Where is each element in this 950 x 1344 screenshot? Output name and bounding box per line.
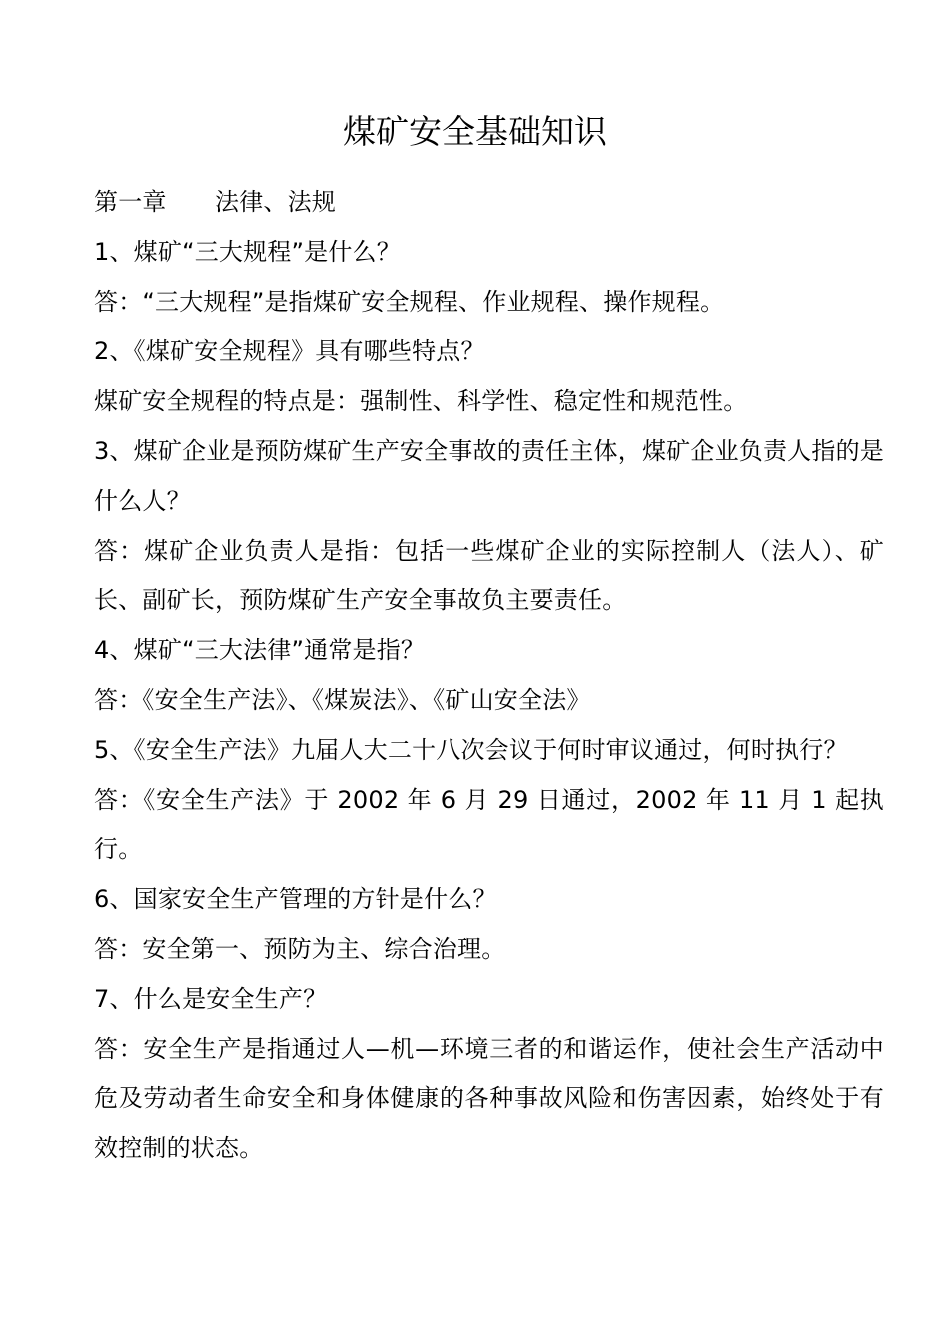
question-4: 4、煤矿“三大法律”通常是指？: [94, 636, 426, 665]
answer-7: 答：安全生产是指通过人—机—环境三者的和谐运作，使社会生产活动中危及劳动者生命安全和身体健康的各种事故风险和伤害因素，始终处于有效控制的状态。: [94, 1034, 884, 1163]
question-5: 5、《安全生产法》九届人大二十八次会议于何时审议通过，何时执行？: [94, 735, 848, 764]
answer-4: 答：《安全生产法》、《煤炭法》、《矿山安全法》: [94, 685, 591, 714]
question-3: 3、煤矿企业是预防煤矿生产安全事故的责任主体，煤矿企业负责人指的是什么人？: [94, 436, 884, 515]
question-6: 6、国家安全生产管理的方针是什么？: [94, 885, 497, 914]
question-1: 1、煤矿“三大规程”是什么？: [94, 237, 401, 266]
answer-5: 答：《安全生产法》于 2002 年 6 月 29 日通过，2002 年 11 月 1 起执行。: [94, 785, 884, 864]
question-7: 7、什么是安全生产？: [94, 984, 328, 1013]
answer-3: 答：煤矿企业负责人是指：包括一些煤矿企业的实际控制人（法人）、矿长、副矿长，预防煤矿生产安全事故负主要责任。: [94, 536, 884, 615]
chapter-heading: 第一章 法律、法规: [94, 188, 336, 216]
document-title: 煤矿安全基础知识: [343, 112, 607, 151]
document-body: [94, 178, 884, 1174]
answer-6: 答：安全第一、预防为主、综合治理。: [94, 934, 506, 963]
answer-2: 煤矿安全规程的特点是：强制性、科学性、稳定性和规范性。: [94, 387, 748, 416]
question-2: 2、《煤矿安全规程》具有哪些特点？: [94, 337, 485, 366]
answer-1: 答：“三大规程”是指煤矿安全规程、作业规程、操作规程。: [94, 287, 725, 316]
